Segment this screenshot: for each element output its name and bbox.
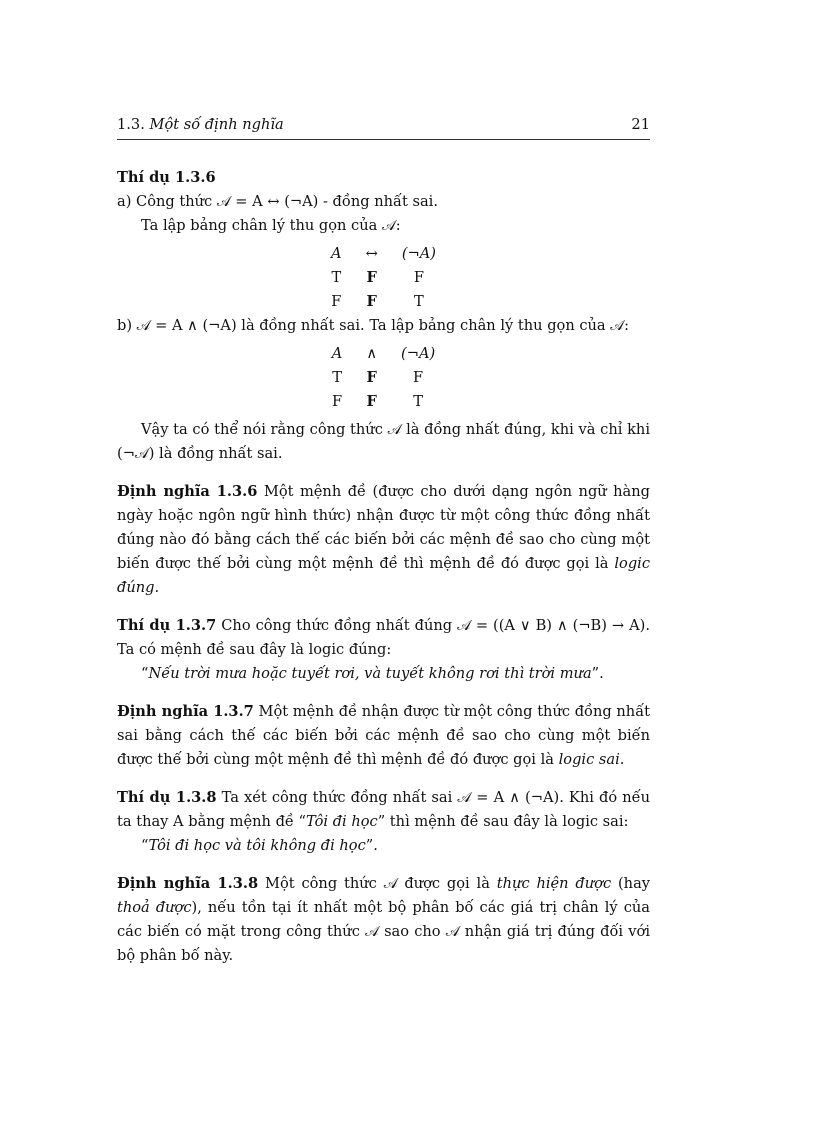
table-cell: T	[331, 269, 342, 286]
inline-quote: Tôi đi học	[306, 813, 378, 830]
example-quote: “Nếu trời mưa hoặc tuyết rơi, và tuyết không rơi thì trời mưa”.	[141, 665, 604, 682]
example-label: Thí dụ 1.3.6	[117, 169, 216, 186]
truth-table-b	[320, 342, 447, 414]
example-part-a: a) Công thức 𝒜 = A ↔ (¬A) - đồng nhất sai.	[117, 193, 438, 210]
table-cell: F	[331, 293, 342, 310]
example-1-3-8	[117, 786, 650, 858]
quote-text: Tôi đi học và tôi không đi học	[148, 837, 366, 854]
table-row	[320, 390, 447, 414]
table-row	[320, 366, 447, 390]
table-cell: F	[366, 369, 377, 386]
table-cell: (¬A)	[401, 245, 436, 262]
example-conclusion: Vậy ta có thể nói rằng công thức 𝒜 là đồng nhất đúng, khi và chỉ khi (¬𝒜) là đồng nhất sai.	[117, 421, 650, 462]
definition-text: Một mệnh đề (được cho dưới dạng ngôn ngữ hàng ngày hoặc ngôn ngữ hình thức) nhận được từ một công thức đồng nhất đúng nào đó bằng cách thế các biến bởi các mệnh đề sao cho cùng một biến được thế bởi cùng một mệnh đề thì mệnh đề đó được gọi là	[117, 483, 651, 572]
example-1-3-6	[117, 166, 650, 466]
definition-1-3-6	[117, 480, 650, 600]
truth-table-header	[319, 242, 448, 266]
example-text: ” thì mệnh đề sau đây là logic sai:	[377, 813, 629, 830]
section-number: 1.3.	[117, 116, 145, 133]
table-cell: ↔	[365, 245, 378, 262]
table-cell: T	[332, 369, 342, 386]
definition-term: thoả được	[117, 899, 192, 916]
truth-table-header	[320, 342, 447, 366]
definition-text: Một mệnh đề nhận được từ một công thức đồng nhất sai bằng cách thế các biến bởi các mệnh đề sao cho cùng một biến được thế bởi cùng một mệnh đề thì mệnh đề đó được gọi là	[117, 703, 651, 768]
example-text: Cho công thức đồng nhất đúng 𝒜 = ((A ∨ B) ∧ (¬B) → A). Ta có mệnh đề sau đây là logic đúng:	[117, 617, 650, 658]
table-cell: T	[413, 393, 423, 410]
table-cell: A	[331, 345, 343, 362]
section-title: Một số định nghĩa	[149, 116, 284, 133]
table-row	[319, 266, 448, 290]
definition-term: thực hiện được	[496, 875, 612, 892]
definition-label: Định nghĩa 1.3.6	[117, 483, 258, 500]
quote-text: Nếu trời mưa hoặc tuyết rơi, và tuyết không rơi thì trời mưa	[148, 665, 592, 682]
document-page	[117, 116, 650, 968]
table-cell: ∧	[366, 345, 378, 362]
definition-term: logic sai.	[558, 751, 625, 768]
table-cell: F	[413, 369, 424, 386]
definition-term: logic đúng.	[117, 555, 650, 596]
table-cell: (¬A)	[401, 345, 436, 362]
table-row	[319, 290, 448, 314]
running-header	[117, 116, 650, 140]
table-cell: F	[366, 269, 377, 286]
example-label: Thí dụ 1.3.7	[117, 617, 217, 634]
definition-text: (hay	[617, 875, 651, 892]
example-label: Thí dụ 1.3.8	[117, 789, 217, 806]
table-cell: F	[413, 269, 424, 286]
example-1-3-7	[117, 614, 650, 686]
definition-1-3-8	[117, 872, 650, 968]
example-part-b: b) 𝒜 = A ∧ (¬A) là đồng nhất sai. Ta lập bảng chân lý thu gọn của 𝒜:	[117, 317, 629, 334]
table-cell: F	[332, 393, 343, 410]
definition-label: Định nghĩa 1.3.8	[117, 875, 259, 892]
section-heading	[117, 116, 284, 133]
table-cell: F	[366, 293, 377, 310]
page-number: 21	[631, 116, 650, 133]
definition-text: Một công thức 𝒜 được gọi là	[265, 875, 490, 892]
definition-text: ), nếu tồn tại ít nhất một bộ phân bố các giá trị chân lý của các biến có mặt trong công thức 𝒜 sao cho 𝒜 nhận giá trị đúng đối với bộ phân bố này.	[117, 899, 650, 964]
table-cell: F	[366, 393, 377, 410]
table-cell: A	[331, 245, 342, 262]
example-quote: “Tôi đi học và tôi không đi học”.	[141, 837, 378, 854]
truth-table-a	[319, 242, 448, 314]
example-intro-a: Ta lập bảng chân lý thu gọn của 𝒜:	[141, 217, 401, 234]
definition-label: Định nghĩa 1.3.7	[117, 703, 254, 720]
table-cell: T	[414, 293, 424, 310]
example-text: Ta xét công thức đồng nhất sai 𝒜 = A ∧ (¬A). Khi đó nếu ta thay A bằng mệnh đề “	[117, 789, 651, 830]
definition-1-3-7	[117, 700, 650, 772]
